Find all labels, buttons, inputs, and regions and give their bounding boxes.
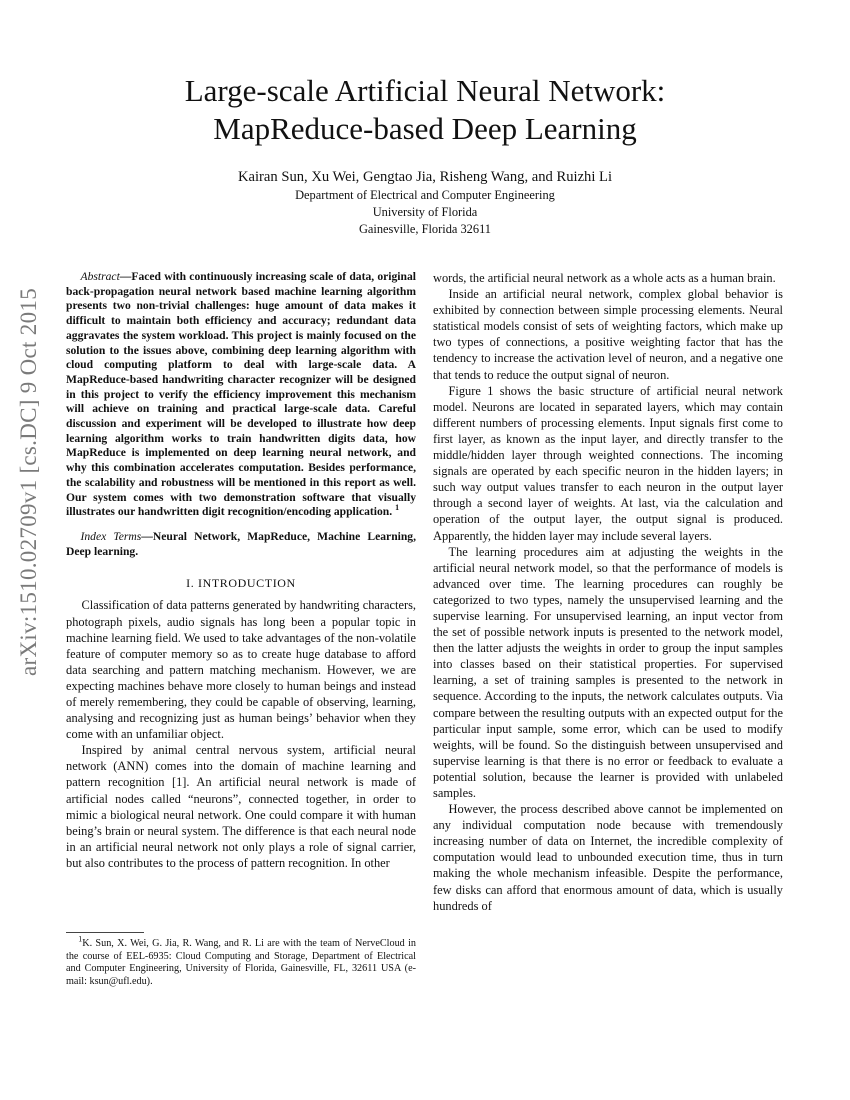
index-terms-body: —Neural Network, MapReduce, Machine Learning, Deep learning. (66, 529, 417, 558)
intro-paragraph-1: Classification of data patterns generated by handwriting characters, photograph pixels, audio signals has long been a popular topic in machine learning field. We used to take advantages of the non-volatile feature of computer memory so as to create huge database to afford data searching and pattern matching mechanism. However, we are expecting machines behave more closely to human beings and instead of merely remembering, they could be capable of observing, learning, analysing and recognizing just as human beings’ behavior when they come with an unfamiliar object. (66, 598, 416, 742)
footnote-mark: 1 (78, 934, 83, 944)
author-list: Kairan Sun, Xu Wei, Gengtao Jia, Risheng Wang, and Ruizhi Li (237, 169, 613, 185)
index-terms-label: Index Terms (80, 529, 142, 543)
body-paragraph-4: However, the process described above cannot be implemented on any individual computation node because with tremendously increasing number of data on Internet, the incredible complexity of computation would lead to unbounded execution time, thus in turn making the whole mechanism infeasible. Despite the performance, few disks can afford that enormous amount of data, which is usually hundreds of (433, 802, 783, 913)
arxiv-identifier: arXiv:1510.02709v1 [cs.DC] 9 Oct 2015 (16, 288, 41, 676)
arxiv-stamp (2, 288, 56, 676)
title-line-2: MapReduce-based Deep Learning (213, 111, 637, 146)
intro-paragraph-2: Inspired by animal central nervous system, artificial neural network (ANN) comes into the domain of machine learning and pattern recognition [1]. An artificial neural network is made of artificial nodes called “neurons”, connected together, in order to mimic a biological neural network. One could compare it with human being’s brain or neural system. The difference is that each neural node in an artificial neural network not only plays a role of signal carrier, but also contributes to the process of pattern recognition. In other (66, 743, 416, 870)
footnote-text: K. Sun, X. Wei, G. Jia, R. Wang, and R. Li are with the team of NerveCloud in the course of EEL-6935: Cloud Computing and Storage, Department of Electrical and Computer Engineering, University of Florida, Gainesville, FL, 32611 USA (e-mail: ksun@ufl.edu). (66, 938, 416, 987)
affiliation (0, 187, 850, 238)
abstract-body: —Faced with continuously increasing scale of data, original back-propagation neural network based machine learning algorithm presents two non-trivial challenges: huge amount of data makes it difficult to maintain both efficiency and accuracy; redundant data aggravates the system workload. This project is mainly focused on the solution to the issues above, combining deep learning algorithm with cloud computing platform to deal with large-scale data. A MapReduce-based handwriting character recognizer will be designed in this project to verify the efficiency improvement this mechanism will achieve on training and practical large-scale data. Careful discussion and experiment will be developed to illustrate how deep learning algorithm works to train handwritten digits data, how MapReduce is implemented on deep learning neural network, and why this combination accelerates computation. Besides performance, the scalability and robustness will be mentioned in this report as well. Our system comes with two demonstration software that visually illustrates our handwritten digit recognition/encoding application. (66, 270, 416, 519)
affiliation-department: Department of Electrical and Computer Engineering (295, 188, 555, 202)
index-terms (66, 530, 416, 559)
footnote (66, 934, 416, 988)
paper-title (0, 72, 850, 148)
abstract-label: Abstract (80, 270, 120, 283)
footnote-divider (66, 932, 144, 933)
section-heading-introduction: I. INTRODUCTION (186, 576, 296, 591)
body-paragraph-1: Inside an artificial neural network, complex global behavior is exhibited by connection between simple processing elements. Neural statistical models consist of sets of weighting factors, which make up two types of connections, a positive weighting factor that has the tendency to increase the activation level of neuron, and a negative one that tends to reduce the output signal of neuron. (433, 287, 783, 382)
affiliation-university: University of Florida (372, 205, 478, 219)
title-line-1: Large-scale Artificial Neural Network: (184, 73, 666, 108)
right-column (433, 270, 783, 914)
left-column (66, 270, 416, 871)
abstract-footnote-mark: 1 (395, 503, 400, 513)
body-paragraph-2: Figure 1 shows the basic structure of artificial neural network model. Neurons are located in separated layers, which may contain different numbers of processing elements. Input signals first come to first layer, as known as the input layer, and directly transfer to the middle/hidden layer through weighted connections. The incoming signals are operated by each specific neuron in the hidden layers; in such way output values transfer to each neuron in the output layer through a second layer of weights. At last, via the calculation and operation of the output layer, the output signal is produced. Apparently, the hidden layer may include several layers. (433, 383, 783, 543)
abstract (66, 270, 416, 520)
affiliation-address: Gainesville, Florida 32611 (358, 222, 492, 236)
continued-paragraph: words, the artificial neural network as a whole acts as a human brain. (433, 271, 776, 285)
body-paragraph-3: The learning procedures aim at adjusting the weights in the artificial neural network model, so that the performance of models is advanced over time. The learning procedures can roughly be categorized to two types, namely the unsupervised learning and the supervise learning. For unsupervised learning, an input vector from the set of possible network inputs is presented to the network model, then the latter adjusts the weights in order to group the input samples into classes based on their statistical properties. For supervised learning, a set of training samples is presented to the network in sequence. According to the inputs, the network calculates outputs. Via compare between the resulting outputs with an expected output for the particular input sample, some error, which can be used to modify weights, will be found. So the distinguish between unsupervised and supervise learning is that there is no error or feedback to evaluate a potential solution, because the learner is provided with unlabeled samples. (433, 544, 783, 800)
